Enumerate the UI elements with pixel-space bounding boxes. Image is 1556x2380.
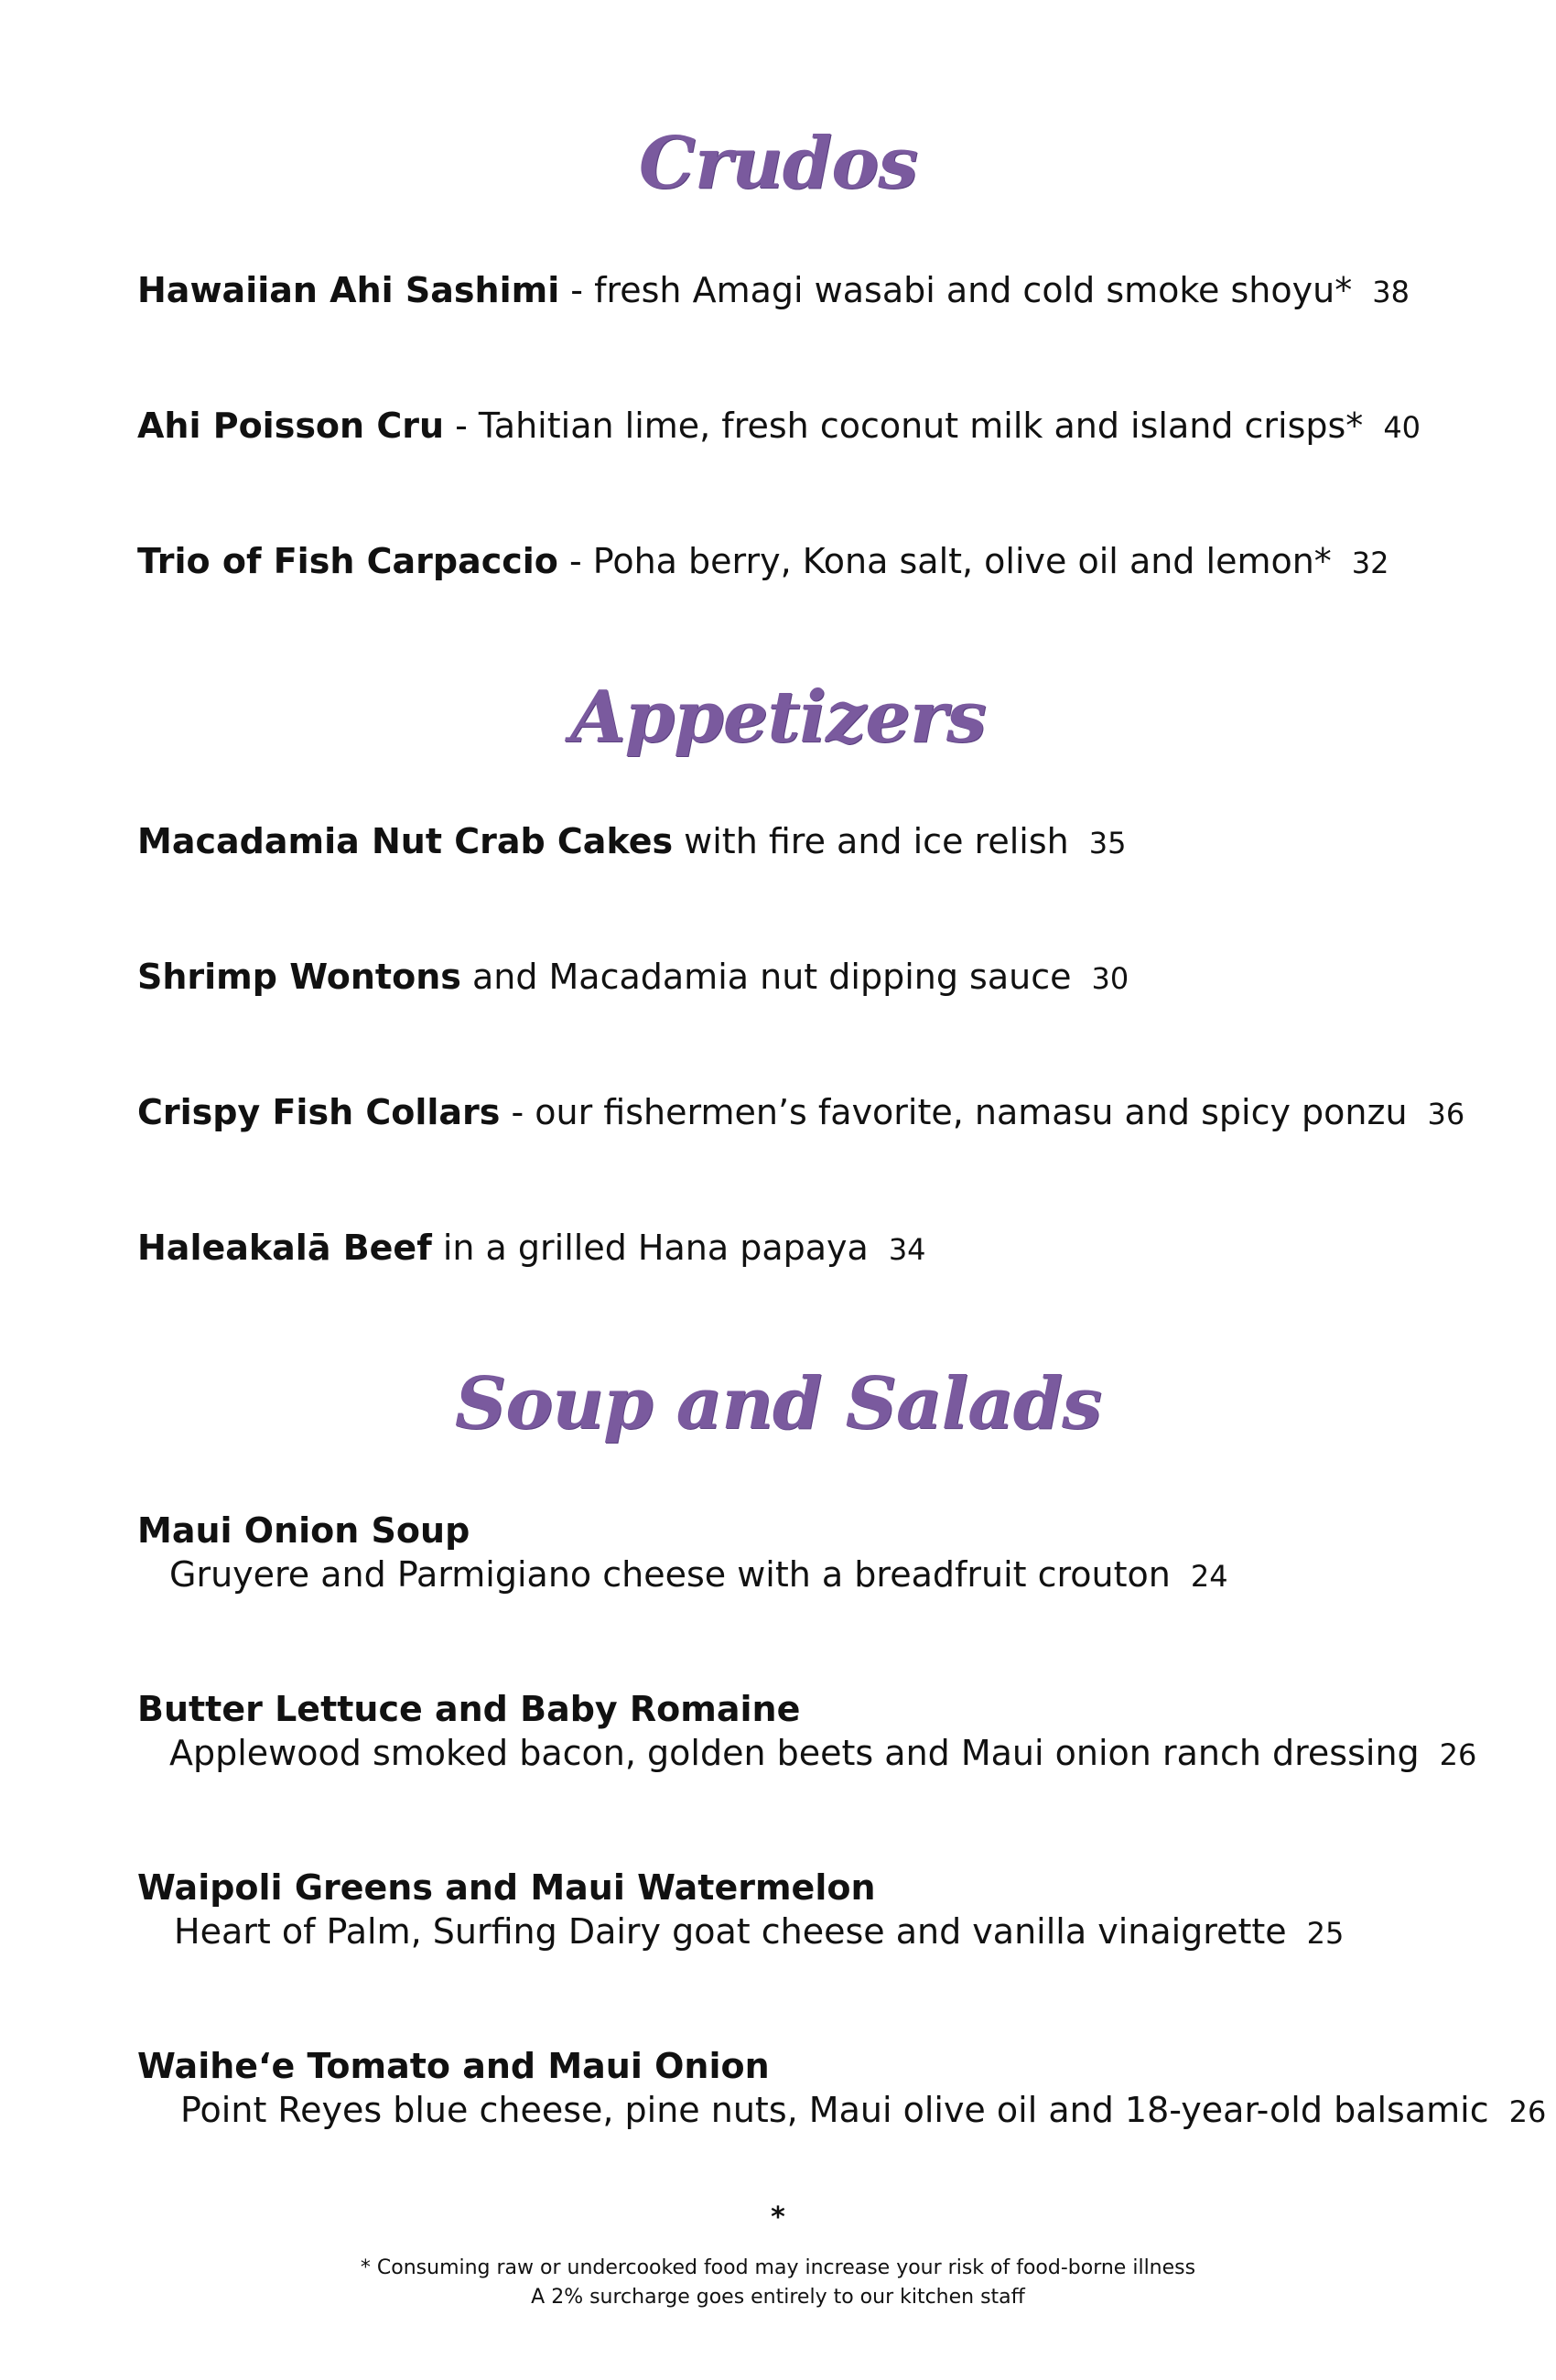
footer-surcharge-note: A 2% surcharge goes entirely to our kitchen staff [531,2286,1025,2309]
menu-item [137,406,1421,448]
item-name: Ahi Poisson Cru [137,406,445,446]
item-name: Waihe‘e Tomato and Maui Onion [137,2046,770,2086]
menu-item [137,1228,926,1270]
item-price: 38 [1372,275,1410,309]
item-price: 25 [1306,1916,1345,1951]
item-price: 26 [1508,2094,1547,2129]
item-description: - Poha berry, Kona salt, olive oil and lemon* [557,541,1332,581]
item-name: Waipoli Greens and Maui Watermelon [137,1867,876,1908]
item-description-line [169,1733,1476,1775]
item-description-line [174,1911,1344,1953]
item-description: - Tahitian lime, fresh coconut milk and island crisps* [444,406,1364,446]
item-name: Hawaiian Ahi Sashimi [137,270,560,310]
item-description: and Macadamia nut dipping sauce [460,957,1072,997]
item-price: 30 [1091,961,1129,996]
item-description: in a grilled Hana papaya [431,1228,869,1268]
item-description: - fresh Amagi wasabi and cold smoke shoyu* [559,270,1353,310]
item-name: Haleakalā Beef [137,1228,432,1268]
menu-item [137,957,1129,999]
item-price: 36 [1427,1097,1465,1131]
menu-item [137,821,1126,863]
item-description: with fire and ice relish [673,821,1069,861]
item-price: 32 [1351,546,1389,580]
section-title-appetizers: Appetizers [570,676,986,759]
item-description: Applewood smoked bacon, golden beets and Maui onion ranch dressing [169,1733,1420,1773]
item-name: Butter Lettuce and Baby Romaine [137,1689,801,1729]
item-price: 34 [888,1232,926,1267]
item-name: Crispy Fish Collars [137,1092,501,1132]
item-price: 35 [1088,826,1127,860]
item-description: Gruyere and Parmigiano cheese with a breadfruit crouton [169,1554,1171,1595]
footer-star: * [771,2202,785,2234]
item-name: Trio of Fish Carpaccio [137,541,558,581]
item-price: 24 [1190,1559,1228,1594]
section-title-soup-and-salads: Soup and Salads [454,1362,1102,1445]
item-price: 40 [1383,410,1421,445]
item-name: Maui Onion Soup [137,1510,470,1551]
item-description: Point Reyes blue cheese, pine nuts, Maui olive oil and 18-year-old balsamic [180,2090,1489,2130]
item-description-line [180,2090,1546,2132]
footer-disclaimer: * Consuming raw or undercooked food may increase your risk of food-borne illness [360,2256,1196,2279]
item-description: Heart of Palm, Surfing Dairy goat cheese and vanilla vinaigrette [174,1911,1287,1952]
item-name: Shrimp Wontons [137,957,461,997]
menu-item [137,541,1389,583]
item-name: Macadamia Nut Crab Cakes [137,821,674,861]
item-price: 26 [1439,1737,1477,1772]
item-description-line [169,1554,1228,1596]
menu-item [137,270,1410,312]
item-description: - our fishermen’s favorite, namasu and spicy ponzu [500,1092,1408,1132]
section-title-crudos: Crudos [638,122,918,205]
menu-item [137,1092,1464,1134]
